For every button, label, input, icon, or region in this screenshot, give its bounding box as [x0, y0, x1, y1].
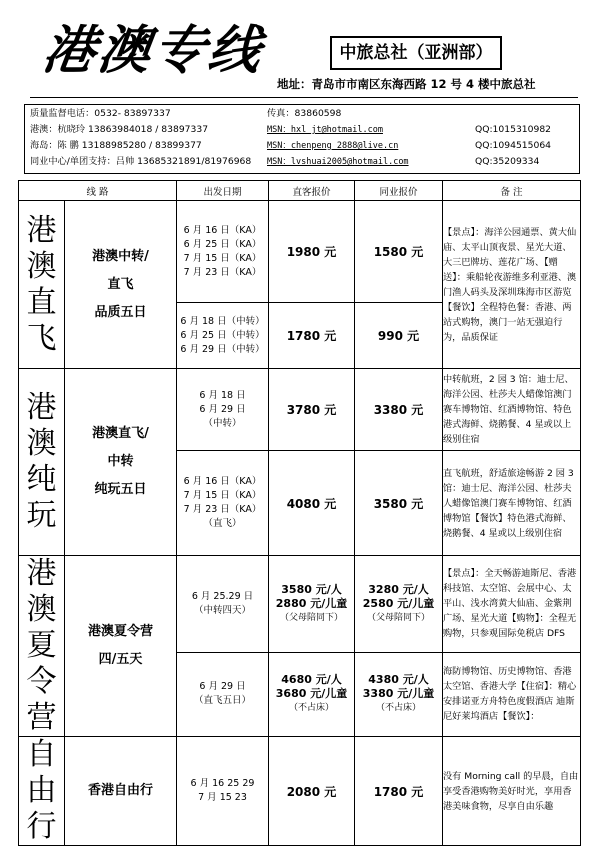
address-line: 地址：青岛市市南区东海西路 12 号 4 楼中旅总社	[277, 77, 536, 91]
route-name: 港澳中转/ 直飞 品质五日	[65, 201, 177, 369]
table-row	[19, 556, 581, 653]
header-route: 线 路	[19, 181, 177, 201]
contact-qq: QQ:1094515064	[475, 140, 552, 151]
departure-dates: 6 月 29 日 （直飞五日）	[177, 652, 269, 736]
direct-price: 4080 元	[269, 451, 355, 556]
departure-dates: 6 月 16 日（KA） 7 月 15 日（KA） 7 月 23 日（KA） （直飞）	[177, 451, 269, 556]
table-row	[19, 369, 581, 451]
contact-row	[25, 106, 579, 122]
table-row	[19, 737, 581, 846]
contact-row	[25, 154, 579, 170]
direct-price: 1780 元	[269, 303, 355, 369]
direct-price: 1980 元	[269, 201, 355, 303]
contact-primary: 同业中心/单团支持：吕帅 13685321891/81976968	[30, 156, 252, 167]
header-notes: 备 注	[443, 181, 581, 201]
route-name: 港澳夏令营 四/五天	[65, 556, 177, 737]
notes-cell: 【景点】：海洋公园通票、黄大仙庙、太平山顶夜景、星光大道、大三巴牌坊、莲花广场、【赠送】：乘船轮夜游维多利亚港、澳门渔人码头及深圳珠海市区游览 【餐饮】全程特色餐：香港、两站式购物，澳门一站无强迫行为，品质保证	[443, 201, 581, 369]
notes-cell: 中转航班，2 园 3 馆：迪士尼、海洋公园、杜莎夫人蜡像馆澳门赛车博物馆、红酒博物馆、特色港式海鲜、烧鹅餐、4 星或以上级别住宿	[443, 369, 581, 451]
departure-dates: 6 月 25.29 日 （中转四天）	[177, 556, 269, 653]
trade-price: 990 元	[355, 303, 443, 369]
trade-price: 1580 元	[355, 201, 443, 303]
trade-price: 3580 元	[355, 451, 443, 556]
contact-primary: 海岛：陈 鹏 13188985280 / 83899377	[30, 140, 202, 151]
trade-price: 4380 元/人 3380 元/儿童 （不占床）	[355, 652, 443, 736]
contact-box	[24, 104, 580, 174]
table-header-row	[19, 181, 581, 201]
contact-msn[interactable]: MSN：chenpeng_2888@live.cn	[267, 141, 399, 151]
contact-msn[interactable]: MSN：hxl_jt@hotmail.com	[267, 125, 383, 135]
brand-title: 港澳专线	[39, 20, 268, 81]
route-name: 港澳直飞/ 中转 纯玩五日	[65, 369, 177, 556]
contact-primary: 港澳：杭晓玲 13863984018 / 83897337	[30, 124, 209, 135]
group-title: 自由行	[19, 737, 65, 846]
notes-cell: 直飞航班，舒适旅途畅游 2 园 3 馆：迪士尼、海洋公园、杜莎夫人蜡像馆澳门赛车博物馆、红酒博物馆【餐饮】特色港式海鲜、烧鹅餐、4 星或以上级别住宿	[443, 451, 581, 556]
notes-cell: 【景点】：全天畅游迪斯尼、香港科技馆、太空馆、会展中心、太平山、浅水湾黄大仙庙、金紫荆广场、星光大道【购物】：全程无购物，只参观国际免税店 DFS	[443, 556, 581, 653]
group-title: 港澳夏令营	[19, 556, 65, 737]
contact-msn[interactable]: MSN：lvshuai2005@hotmail.com	[267, 157, 409, 167]
contact-row	[25, 138, 579, 154]
tour-price-table	[18, 180, 581, 846]
contact-row	[25, 122, 579, 138]
trade-price: 3380 元	[355, 369, 443, 451]
direct-price: 2080 元	[269, 737, 355, 846]
departure-dates: 6 月 16 日（KA） 6 月 25 日（KA） 7 月 15 日（KA） 7 月 23 日（KA）	[177, 201, 269, 303]
departure-dates: 6 月 16 25 29 7 月 15 23	[177, 737, 269, 846]
group-title: 港澳纯玩	[19, 369, 65, 556]
trade-price: 1780 元	[355, 737, 443, 846]
contact-qq: QQ:1015310982	[475, 124, 552, 135]
contact-secondary: 传真：83860598	[267, 108, 342, 119]
header-trade-price: 同业报价	[355, 181, 443, 201]
organization-box: 中旅总社（亚洲部）	[330, 36, 502, 70]
trade-price: 3280 元/人 2580 元/儿童 （父母陪同下）	[355, 556, 443, 653]
notes-cell: 海防博物馆、历史博物馆、香港太空馆、香港大学【住宿】：精心安排诺亚方舟特色度假酒店 迪斯尼好莱坞酒店【餐饮】：	[443, 652, 581, 736]
departure-dates: 6 月 18 日（中转） 6 月 25 日（中转） 6 月 29 日（中转）	[177, 303, 269, 369]
contact-primary: 质量监督电话：0532- 83897337	[30, 108, 171, 119]
table-row	[19, 201, 581, 303]
contact-qq: QQ:35209334	[475, 156, 540, 167]
notes-cell: 没有 Morning call 的早晨，自由享受香港购物美好时光，享用香港美味食物，尽享自由乐趣	[443, 737, 581, 846]
direct-price: 4680 元/人 3680 元/儿童 （不占床）	[269, 652, 355, 736]
direct-price: 3580 元/人 2880 元/儿童 （父母陪同下）	[269, 556, 355, 653]
direct-price: 3780 元	[269, 369, 355, 451]
route-name: 香港自由行	[65, 737, 177, 846]
header-date: 出发日期	[177, 181, 269, 201]
group-title: 港澳直飞	[19, 201, 65, 369]
departure-dates: 6 月 18 日 6 月 29 日 （中转）	[177, 369, 269, 451]
header-direct-price: 直客报价	[269, 181, 355, 201]
header-divider	[30, 97, 578, 98]
